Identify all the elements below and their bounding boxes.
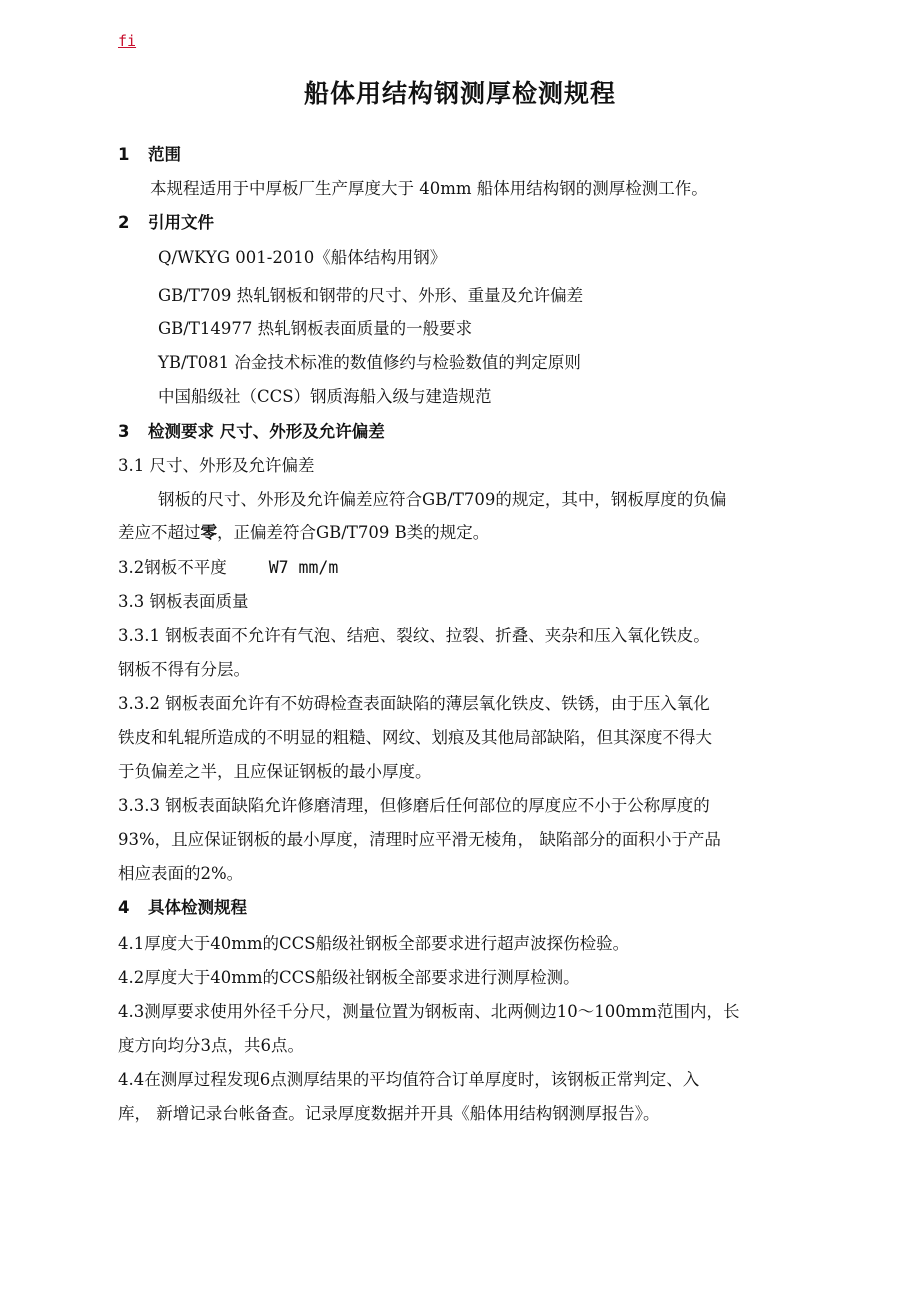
document-title: 船体用结构钢测厚检测规程	[303, 79, 616, 108]
section-number: 1	[118, 145, 130, 164]
subsection-3-3-2-line: 3.3.2 钢板表面允许有不妨碍检查表面缺陷的薄层氧化铁皮、铁锈，由于压入氧化	[118, 694, 710, 713]
section-number: 2	[118, 213, 130, 232]
reference-item: GB/T709 热轧钢板和钢带的尺寸、外形、重量及允许偏差	[158, 286, 584, 305]
section-number: 3	[118, 422, 130, 441]
subsection-4-3-line: 4.3测厚要求使用外径千分尺，测量位置为钢板南、北两侧边10～100mm范围内，长	[118, 1002, 740, 1021]
subsection-4-1: 4.1厚度大于40mm的CCS船级社钢板全部要求进行超声波探伤检验。	[118, 934, 630, 953]
section-title: 引用文件	[148, 213, 214, 232]
flatness-label: 3.2钢板不平度	[118, 558, 227, 577]
section-1-heading	[118, 143, 181, 167]
text-fragment-bold: 零	[200, 523, 217, 542]
subsection-3-3-1-line: 3.3.1 钢板表面不允许有气泡、结疤、裂纹、拉裂、折叠、夹杂和压入氧化铁皮。	[118, 626, 710, 645]
text-fragment: 差应不超过	[118, 523, 201, 542]
reference-item: GB/T14977 热轧钢板表面质量的一般要求	[158, 319, 473, 338]
section-title: 范围	[148, 145, 181, 164]
section-title: 检测要求 尺寸、外形及允许偏差	[148, 422, 385, 441]
subsection-3-1-body-line: 钢板的尺寸、外形及允许偏差应符合GB/T709的规定，其中，钢板厚度的负偏	[158, 490, 727, 509]
section-number: 4	[118, 898, 130, 917]
section-1-body: 本规程适用于中厚板厂生产厚度大于 40mm 船体用结构钢的测厚检测工作。	[150, 179, 708, 198]
subsection-3-3-3-line: 3.3.3 钢板表面缺陷允许修磨清理，但修磨后任何部位的厚度应不小于公称厚度的	[118, 796, 710, 815]
subsection-3-3-1-line: 钢板不得有分层。	[118, 660, 250, 679]
subsection-3-2	[118, 556, 338, 580]
corner-mark: fi	[118, 32, 137, 50]
section-4-heading	[118, 896, 247, 920]
subsection-4-4-line: 4.4在测厚过程发现6点测厚结果的平均值符合订单厚度时，该钢板正常判定、入	[118, 1070, 700, 1089]
flatness-value: W7 mm/m	[268, 558, 339, 577]
reference-item: YB/T081 冶金技术标准的数值修约与检验数值的判定原则	[158, 353, 581, 372]
section-3-heading	[118, 420, 385, 444]
section-title: 具体检测规程	[148, 898, 247, 917]
subsection-4-4-line: 库， 新增记录台帐备查。记录厚度数据并开具《船体用结构钢测厚报告》。	[118, 1104, 660, 1123]
subsection-3-3-title: 3.3 钢板表面质量	[118, 592, 249, 611]
text-fragment: ，正偏差符合GB/T709 B类的规定。	[217, 523, 490, 542]
reference-item: Q/WKYG 001-2010《船体结构用钢》	[158, 248, 447, 267]
subsection-3-1-body-line	[118, 521, 489, 545]
subsection-4-2: 4.2厚度大于40mm的CCS船级社钢板全部要求进行测厚检测。	[118, 968, 580, 987]
subsection-3-3-3-line: 93%，且应保证钢板的最小厚度，清理时应平滑无棱角， 缺陷部分的面积小于产品	[118, 830, 721, 849]
subsection-4-3-line: 度方向均分3点，共6点。	[118, 1036, 304, 1055]
subsection-3-3-2-line: 铁皮和轧辊所造成的不明显的粗糙、网纹、划痕及其他局部缺陷，但其深度不得大	[118, 728, 712, 747]
subsection-3-3-3-line: 相应表面的2%。	[118, 864, 244, 883]
subsection-3-3-2-line: 于负偏差之半，且应保证钢板的最小厚度。	[118, 762, 432, 781]
subsection-3-1-title: 3.1 尺寸、外形及允许偏差	[118, 456, 315, 475]
section-2-heading	[118, 211, 214, 235]
reference-item: 中国船级社（CCS）钢质海船入级与建造规范	[158, 387, 492, 406]
